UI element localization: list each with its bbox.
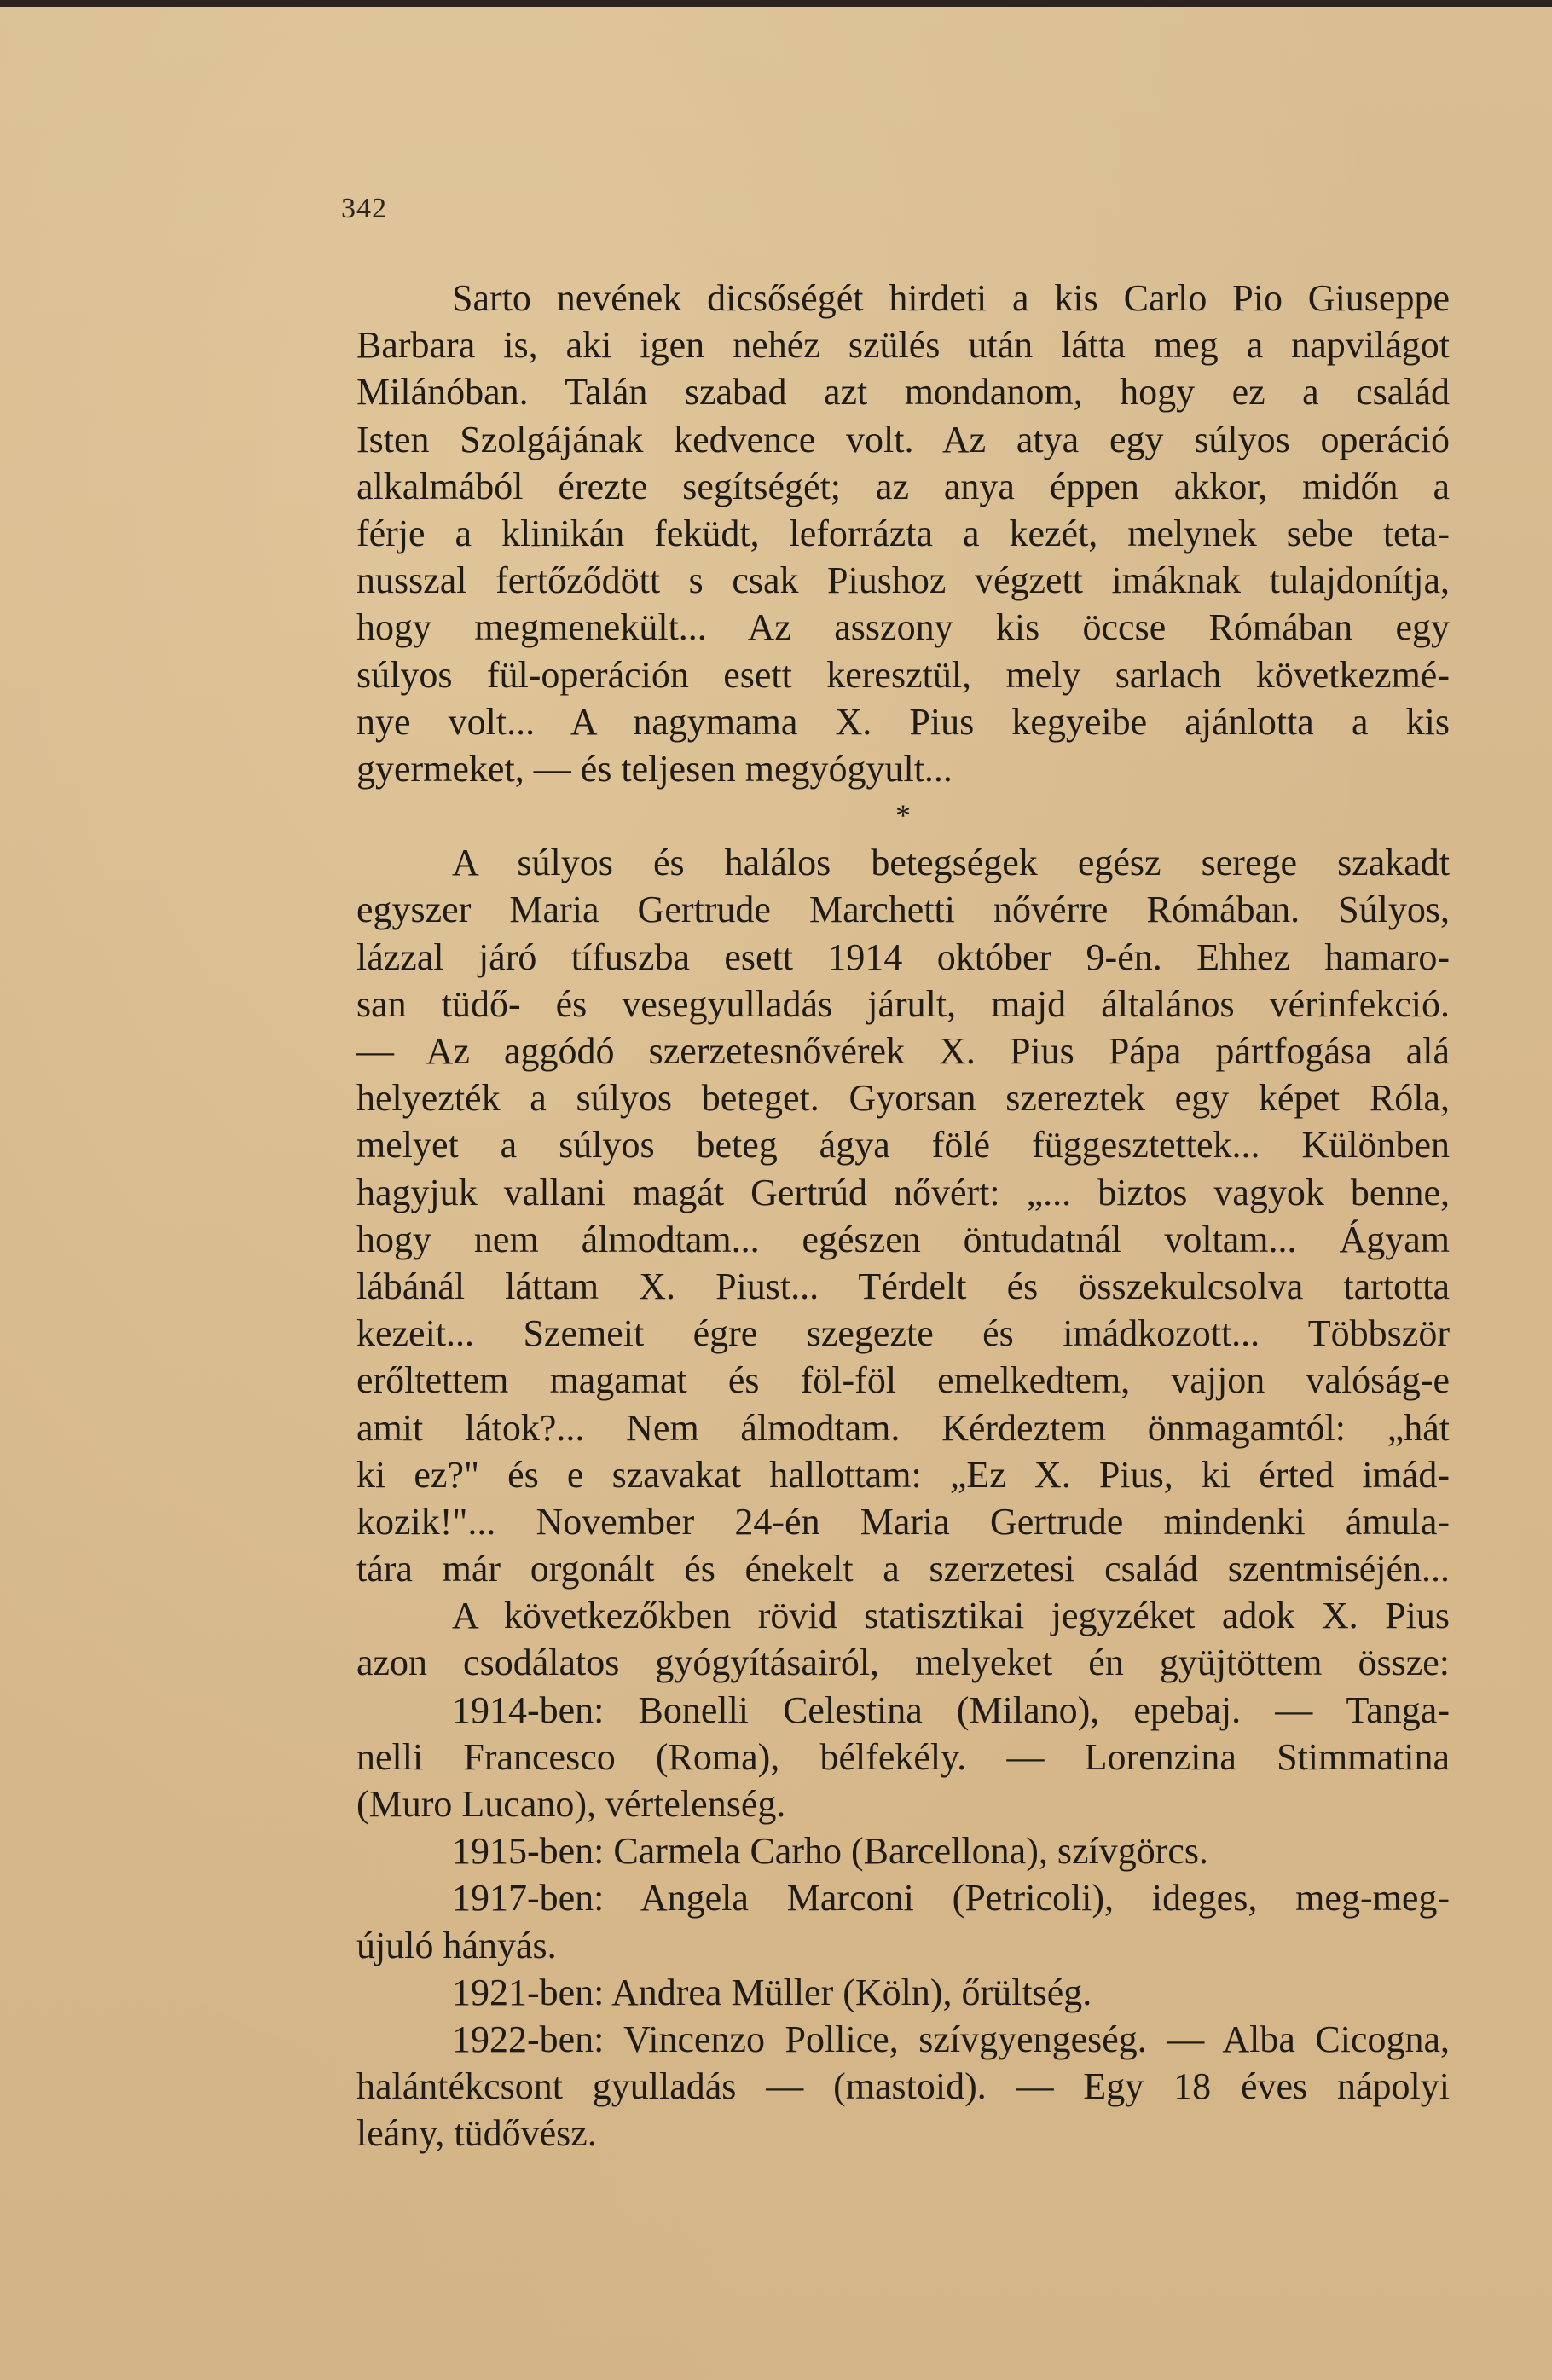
text-line: gyermeket, — és teljesen megyógyult... [356, 747, 953, 790]
text-line: 1914-ben: Bonelli Celestina (Milano), epebaj. — Tanga- [452, 1688, 1450, 1731]
section-separator: * [895, 798, 911, 833]
text-line: egyszer Maria Gertrude Marchetti nővérre Rómában. Súlyos, [356, 889, 1450, 931]
text-line: 1917-ben: Angela Marconi (Petricoli), ideges, meg-meg- [452, 1877, 1450, 1920]
text-line: — Az aggódó szerzetesnővérek X. Pius Pápa pártfogása alá [356, 1030, 1450, 1072]
text-line: (Muro Lucano), vértelenség. [356, 1783, 786, 1825]
text-line: 1915-ben: Carmela Carho (Barcellona), szívgörcs. [452, 1830, 1209, 1873]
text-line: kozik!"... November 24-én Maria Gertrude mindenki ámula- [356, 1500, 1450, 1543]
text-line: amit látok?... Nem álmodtam. Kérdeztem önmagamtól: „hát [356, 1406, 1450, 1449]
text-line: kezeit... Szemeit égre szegezte és imádkozott... Többször [356, 1312, 1450, 1355]
text-line: tára már orgonált és énekelt a szerzetesi család szentmiséjén... [356, 1548, 1450, 1590]
text-line: hogy nem álmodtam... egészen öntudatnál voltam... Ágyam [356, 1218, 1450, 1260]
text-line: nusszal fertőződött s csak Piushoz végzett imáknak tulajdonítja, [356, 559, 1450, 602]
text-line: alkalmából érezte segítségét; az anya éppen akkor, midőn a [356, 465, 1450, 507]
text-line: lázzal járó tífuszba esett 1914 október 9-én. Ehhez hamaro- [356, 935, 1450, 978]
body-text [356, 275, 1450, 2157]
text-line: san tüdő- és vesegyulladás járult, majd általános vérinfekció. [356, 982, 1450, 1025]
text-line: súlyos fül-operáción esett keresztül, mely sarlach következmé- [356, 653, 1450, 696]
text-line: újuló hányás. [356, 1924, 557, 1966]
text-line: lábánál láttam X. Piust... Térdelt és összekulcsolva tartotta [356, 1265, 1450, 1307]
text-line: Milánóban. Talán szabad azt mondanom, hogy ez a család [356, 371, 1450, 414]
text-line: Isten Szolgájának kedvence volt. Az atya egy súlyos operáció [356, 418, 1450, 460]
text-line: 1921-ben: Andrea Müller (Köln), őrültség. [452, 1971, 1092, 2013]
text-line: halántékcsont gyulladás — (mastoid). — Egy 18 éves nápolyi [356, 2065, 1450, 2108]
text-line: A súlyos és halálos betegségek egész serege szakadt [452, 842, 1450, 884]
text-line: Sarto nevének dicsőségét hirdeti a kis Carlo Pio Giuseppe [452, 277, 1450, 319]
text-line: erőltettem magamat és föl-föl emelkedtem, vajjon valóság-e [356, 1359, 1450, 1402]
text-line: melyet a súlyos beteg ágya fölé függesztettek... Különben [356, 1124, 1450, 1167]
page-number: 342 [341, 193, 387, 224]
text-line: hagyjuk vallani magát Gertrúd nővért: „... biztos vagyok benne, [356, 1171, 1450, 1213]
page-top-edge [0, 0, 1552, 7]
text-line: helyezték a súlyos beteget. Gyorsan szereztek egy képet Róla, [356, 1077, 1450, 1120]
text-line: férje a klinikán feküdt, leforrázta a kezét, melynek sebe teta- [356, 512, 1450, 554]
text-line: A következőkben rövid statisztikai jegyzéket adok X. Pius [452, 1595, 1450, 1637]
text-line: leány, tüdővész. [356, 2112, 597, 2155]
text-line: azon csodálatos gyógyításairól, melyeket én gyüjtöttem össze: [356, 1642, 1450, 1684]
text-line: nelli Francesco (Roma), bélfekély. — Lorenzina Stimmatina [356, 1735, 1450, 1778]
text-line: 1922-ben: Vincenzo Pollice, szívgyengeség. — Alba Cicogna, [452, 2018, 1450, 2060]
text-line: hogy megmenekült... Az asszony kis öccse Rómában egy [356, 606, 1450, 649]
text-line: nye volt... A nagymama X. Pius kegyeibe ajánlotta a kis [356, 700, 1450, 743]
text-line: ki ez?" és e szavakat hallottam: „Ez X. Pius, ki érted imád- [356, 1453, 1450, 1496]
text-line: Barbara is, aki igen nehéz szülés után látta meg a napvilágot [356, 324, 1450, 367]
